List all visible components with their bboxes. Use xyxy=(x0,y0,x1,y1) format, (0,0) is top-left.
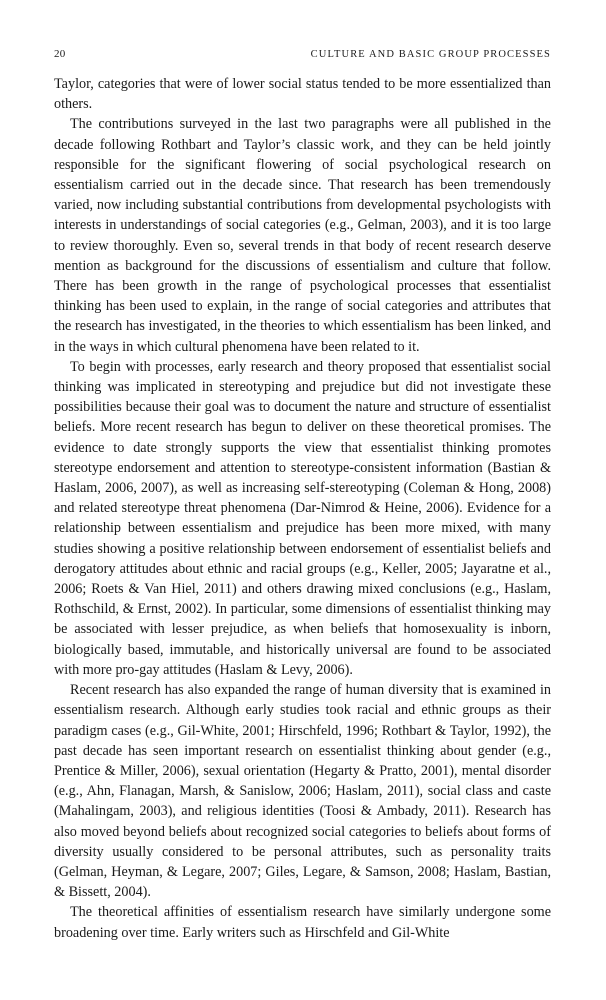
running-head xyxy=(54,48,551,60)
paragraph-diversity: Recent research has also expanded the range of human diversity that is examined in essentialism research. Although early studies took racial and ethnic groups as their paradigm cases (e.g., Gil-White, 2001; Hirschfeld, 1996; Rothbart & Taylor, 1992), the past decade has seen important research on essentialist thinking about gender (e.g., Prentice & Miller, 2006), sexual orientation (Hegarty & Pratto, 2001), mental disorder (e.g., Ahn, Flanagan, Marsh, & Sanislow, 2006; Haslam, 2011), social class and caste (Mahalingam, 2003), and religious identities (Toosi & Ambady, 2011). Research has also moved beyond beliefs about recognized social categories to beliefs about forms of diversity usually considered to be personal attributes, such as personality traits (Gelman, Heyman, & Legare, 2007; Giles, Legare, & Samson, 2008; Haslam, Bastian, & Bissett, 2004). xyxy=(54,682,551,901)
body-text xyxy=(54,74,551,943)
paragraph-contributions: The contributions surveyed in the last two paragraphs were all published in the decade following Rothbart and Taylor’s classic work, and they can be held jointly responsible for the significant flowering of social psychological research on essentialism carried out in the decade since. That research has been tremendously varied, now including substantial contributions from developmental psychologists with interests in understandings of social categories (e.g., Gelman, 2003), and it is too large to review thoroughly. Even so, several trends in that body of recent research deserve mention as background for the discussions of essentialism and culture that follow. There has been growth in the range of psychological processes that essentialist thinking has been used to explain, in the range of social categories and attributes that the research has investigated, in the theories to which essentialism has been linked, and in the ways in which cultural phenomena have been related to it. xyxy=(54,116,551,355)
running-title: CULTURE AND BASIC GROUP PROCESSES xyxy=(310,49,551,60)
paragraph-continued: Taylor, categories that were of lower social status tended to be more essentialized than others. xyxy=(54,76,551,113)
book-page xyxy=(54,48,551,943)
page-number: 20 xyxy=(54,48,66,60)
paragraph-theoretical-affinities: The theoretical affinities of essentialism research have similarly undergone some broadening over time. Early writers such as Hirschfeld and Gil-White xyxy=(54,904,551,941)
paragraph-processes: To begin with processes, early research and theory proposed that essentialist social thinking was implicated in stereotyping and prejudice but did not investigate these possibilities because their goal was to document the nature and structure of essentialist beliefs. More recent research has begun to deliver on these theoretical promises. The evidence to date strongly supports the view that essentialist thinking promotes stereotype endorsement and attention to stereotype-consistent information (Bastian & Haslam, 2006, 2007), as well as increasing self-stereotyping (Coleman & Hong, 2008) and related stereotype threat phenomena (Dar-Nimrod & Heine, 2006). Evidence for a relationship between essentialism and prejudice has been more mixed, with many studies showing a positive relationship between endorsement of essentialist beliefs and derogatory attitudes about ethnic and racial groups (e.g., Keller, 2005; Jayaratne et al., 2006; Roets & Van Hiel, 2011) and others drawing mixed conclusions (e.g., Haslam, Rothschild, & Ernst, 2002). In particular, some dimensions of essentialist thinking may be associated with lesser prejudice, as when beliefs that homosexuality is inborn, biologically based, immutable, and historically universal are found to be associated with more pro-gay attitudes (Haslam & Levy, 2006). xyxy=(54,358,551,678)
